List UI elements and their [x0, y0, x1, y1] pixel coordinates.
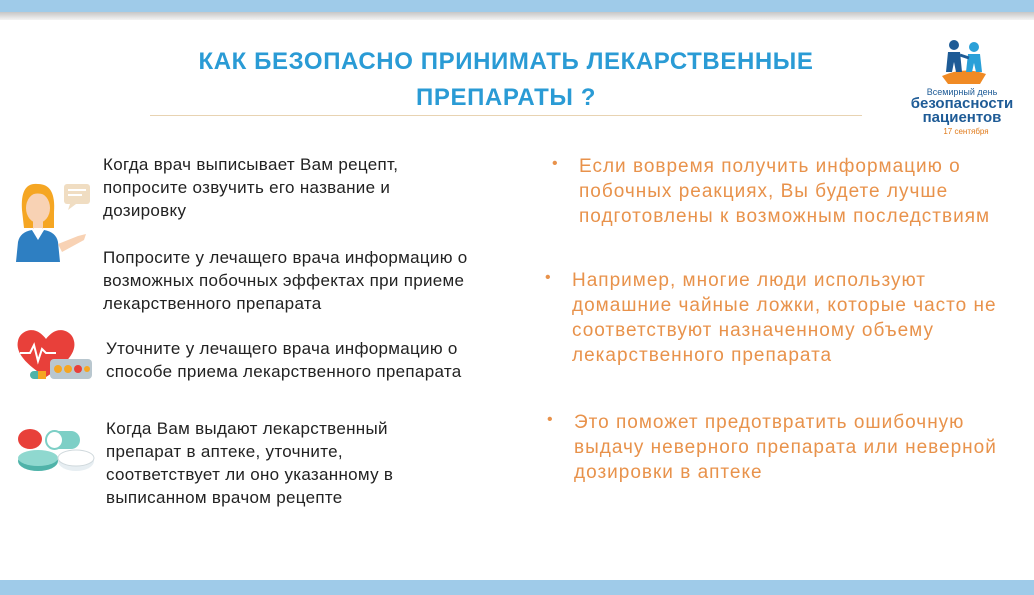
bottom-bar [0, 580, 1034, 595]
doctor-icon [14, 178, 94, 264]
left-item-1: Когда врач выписывает Вам рецепт, попросите озвучить его название и дозировку [103, 155, 399, 220]
title-line-2: ПРЕПАРАТЫ ? [416, 84, 596, 111]
slide-title [150, 44, 862, 116]
title-underline [150, 115, 862, 116]
logo-date: 17 сентября [943, 127, 989, 136]
right-item-3: Это поможет предотвратить ошибочную выдачу неверного препарата или неверной дозировки в аптеке [574, 412, 997, 483]
logo-title-line-1: безопасности [910, 95, 1014, 112]
top-divider [0, 12, 1034, 20]
patients-logo-icon [938, 38, 990, 86]
right-item-2: Например, многие люди используют домашние чайные ложки, которые часто не соответствуют назначенному объему лекарственного препарата [572, 270, 997, 366]
left-item-4: Когда Вам выдают лекарственный препарат в аптеке, уточните, соответствует ли оно указанному в выписанном врачом рецепте [106, 419, 394, 507]
top-bar [0, 0, 1034, 12]
heart-pills-icon [16, 327, 94, 383]
bullet-2: • [545, 269, 551, 286]
logo-subtitle: Всемирный день [926, 87, 998, 97]
bullet-3: • [547, 411, 553, 428]
right-item-1: Если вовремя получить информацию о побочных реакциях, Вы будете лучше подготовлены к возможным последствиям [579, 156, 991, 227]
left-item-2: Попросите у лечащего врача информацию о возможных побочных эффектах при приеме лекарственного препарата [103, 248, 468, 313]
left-item-3: Уточните у лечащего врача информацию о способе приема лекарственного препарата [106, 339, 462, 381]
title-line-1: КАК БЕЗОПАСНО ПРИНИМАТЬ ЛЕКАРСТВЕННЫЕ [198, 48, 814, 75]
logo-title [900, 97, 1024, 125]
bullet-1: • [552, 155, 558, 172]
logo-title-line-2: пациентов [922, 109, 1002, 126]
patient-safety-logo [900, 38, 1028, 143]
pills-icon [16, 427, 96, 473]
